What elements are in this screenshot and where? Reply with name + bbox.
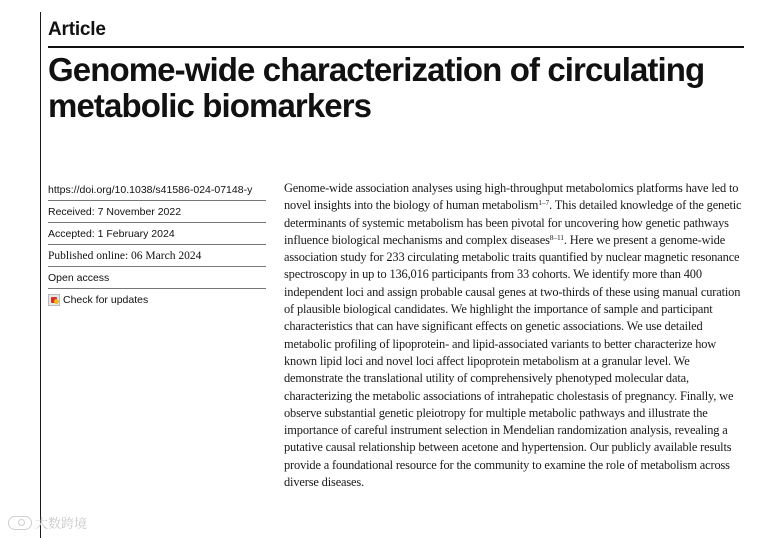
article-type-label: Article — [48, 19, 106, 40]
accepted-date: Accepted: 1 February 2024 — [48, 223, 266, 245]
check-for-updates-label: Check for updates — [63, 293, 149, 306]
abstract-text-2: . This detailed knowledge of the genetic determinants of systemic metabolism has been pivotal for uncovering how genetic pathways influence biological mechanisms and complex diseases — [284, 198, 742, 247]
doi-link[interactable]: https://doi.org/10.1038/s41586-024-07148-y — [48, 179, 266, 201]
published-date: Published online: 06 March 2024 — [48, 245, 266, 267]
watermark — [8, 513, 87, 532]
abstract-text-1: Genome-wide association analyses using high-throughput metabolomics platforms have led to novel insights into the biology of human metabolism — [284, 181, 739, 213]
open-access-label: Open access — [48, 267, 266, 289]
watermark-text: 大数跨境 — [35, 517, 88, 532]
abstract-text-3: . Here we present a genome-wide association study for 233 circulating metabolic traits quantified by nuclear magnetic resonance spectroscopy in up to 136,016 participants from 33 cohorts. We identify more than 400 independent loci and assign probable causal genes at two-thirds of these using manual curation of plausible biological candidates. We highlight the importance of sample and participant characteristics that can have significant effects on genetic associations. We use detailed metabolic profiling of lipoprotein- and lipid-associated variants to better characterize how known lipid loci and novel loci affect lipoprotein metabolism at a granular level. We demonstrate the translational utility of comprehensively phenotyped molecular data, characterizing the metabolic associations of intrahepatic cholestasis of pregnancy. Finally, we observe substantial genetic pleiotropy for multiple metabolic pathways and illustrate the importance of careful instrument selection in Mendelian randomization analysis, revealing a putative causal relationship between acetone and hypertension. Our publicly available results provide a foundational resource for the community to examine the role of metabolism across diverse diseases. — [284, 232, 741, 490]
header-divider — [48, 46, 744, 48]
reference-superscript-1[interactable]: 1–7 — [538, 198, 550, 208]
reference-superscript-2[interactable]: 8–11 — [549, 232, 564, 242]
article-metadata — [48, 179, 266, 310]
article-title: Genome-wide characterization of circulating metabolic biomarkers — [48, 51, 705, 124]
received-date: Received: 7 November 2022 — [48, 201, 266, 223]
check-for-updates-link[interactable] — [48, 289, 266, 310]
watermark-logo-icon — [8, 516, 32, 530]
abstract-paragraph — [284, 180, 750, 491]
left-margin-rule — [40, 12, 41, 538]
check-for-updates-icon — [48, 294, 60, 306]
